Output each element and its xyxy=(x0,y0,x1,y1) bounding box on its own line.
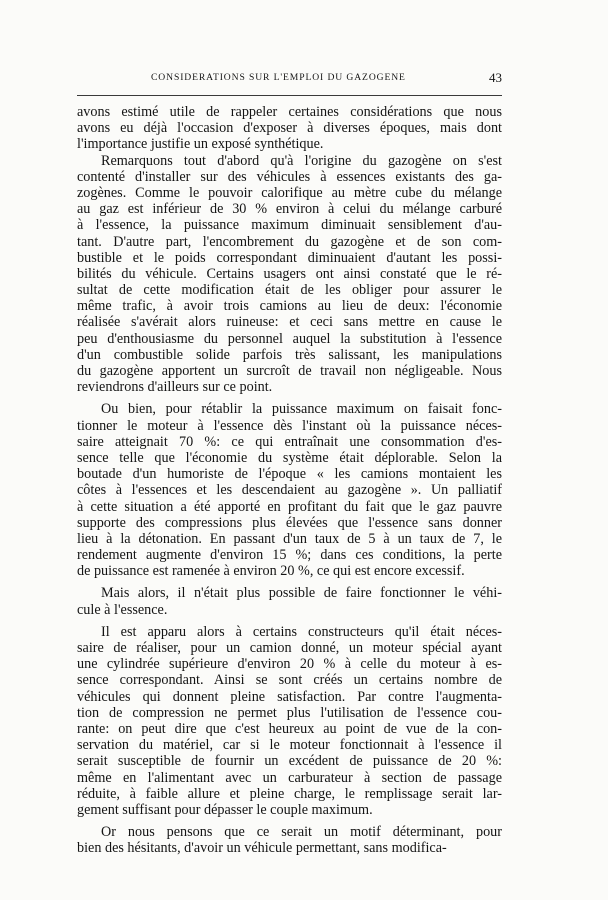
text-line: reviendrons d'ailleurs sur ce point. xyxy=(77,379,273,396)
text-line: Ou bien, pour rétablir la puissance maximum on faisait fonc- xyxy=(101,401,502,418)
text-line: même en l'alimentant avec un carburateur à section de passage xyxy=(77,769,502,786)
text-line: l'importance justifie un exposé synthétique. xyxy=(77,136,324,153)
text-line: boutade d'un humoriste de l'époque « les camions montaient les xyxy=(77,466,502,483)
text-line: rendement augmente d'environ 15 %; dans ces conditions, la perte xyxy=(77,547,502,564)
text-line: sence correspondant. Ainsi se sont créés un certains nombre de xyxy=(77,672,502,689)
text-line: rante: on peut dire que c'est heureux au point de vue de la con- xyxy=(77,720,502,737)
text-line: gement suffisant pour dépasser le couple maximum. xyxy=(77,801,373,818)
running-header xyxy=(77,70,502,88)
paragraph xyxy=(77,585,502,617)
text-line: tant. D'autre part, l'encombrement du gazogène et de son com- xyxy=(77,233,502,250)
paragraph xyxy=(77,104,502,153)
text-line: Remarquons tout d'abord qu'à l'origine du gazogène on s'est xyxy=(101,152,502,169)
paragraph xyxy=(77,153,502,396)
text-line: à l'essence, la puissance maximum diminuait sensiblement d'au- xyxy=(77,217,502,234)
text-line: réduite, à faible allure et pleine charge, le remplissage serait lar- xyxy=(77,785,502,802)
text-line: véhicules qui donnent pleine satisfaction. Par contre l'augmenta- xyxy=(77,688,502,705)
text-line: bustible et le poids correspondant diminuaient d'autant les possi- xyxy=(77,249,502,266)
text-line: avons estimé utile de rappeler certaines considérations que nous xyxy=(77,104,502,120)
text-line: au gaz est inférieur de 30 % environ à celui du mélange carburé xyxy=(77,201,502,218)
text-line: du gazogène apportent un surcroît de travail non négligeable. Nous xyxy=(77,363,502,379)
text-line: serait susceptible de fournir un excédent de puissance de 20 %: xyxy=(77,753,502,770)
text-line: bilités du véhicule. Certains usagers ont ainsi constaté que le ré- xyxy=(77,265,502,282)
text-line: réalisée s'avérait alors ruineuse: et ceci sans mettre en cause le xyxy=(77,314,502,331)
text-line: cule à l'essence. xyxy=(77,601,168,618)
text-line: une cylindrée supérieure d'environ 20 % à celle du moteur à es- xyxy=(77,656,502,673)
text-line: lieu à la détonation. En passant d'un taux de 5 à un taux de 7, le xyxy=(77,530,502,547)
header-rule xyxy=(77,95,502,96)
text-line: tionner le moteur à l'essence dès l'instant où la puissance néces- xyxy=(77,417,502,434)
running-title: CONSIDERATIONS SUR L'EMPLOI DU GAZOGENE xyxy=(151,72,406,83)
page-number: 43 xyxy=(489,70,502,85)
text-line: avons eu déjà l'occasion d'exposer à diverses époques, mais dont xyxy=(77,120,502,137)
text-line: servation du matériel, car si le moteur fonctionnait à l'essence il xyxy=(77,737,502,754)
text-line: peu d'enthousiasme du personnel auquel la substitution à l'essence xyxy=(77,330,502,347)
text-line: bien des hésitants, d'avoir un véhicule permettant, sans modifica- xyxy=(77,840,447,857)
text-line: côtes à l'essences et les descendaient au gazogène ». Un palliatif xyxy=(77,482,502,499)
paragraph xyxy=(77,401,502,579)
text-line: zogènes. Comme le pouvoir calorifique au mètre cube du mélange xyxy=(77,184,502,201)
text-line: de puissance est ramenée à environ 20 %, ce qui est encore excessif. xyxy=(77,563,465,580)
body-text xyxy=(77,104,502,856)
text-line: saire de réaliser, pour un camion donné, un moteur spécial ayant xyxy=(77,640,502,656)
text-line: même trafic, à avoir trois camions au lieu de deux: l'économie xyxy=(77,298,502,315)
text-line: contenté d'installer sur des véhicules à essences existants des ga- xyxy=(77,168,502,185)
text-line: tion de compression ne permet plus l'utilisation de l'essence cou- xyxy=(77,704,502,721)
text-line: Or nous pensons que ce serait un motif déterminant, pour xyxy=(101,824,502,841)
paragraph xyxy=(77,824,502,856)
text-line: Mais alors, il n'était plus possible de faire fonctionner le véhi- xyxy=(101,585,502,602)
paragraph xyxy=(77,624,502,818)
text-line: Il est apparu alors à certains constructeurs qu'il était néces- xyxy=(101,623,502,640)
text-line: sence telle que l'économie du système était déplorable. Selon la xyxy=(77,449,502,466)
text-line: supporte des compressions plus élevées que l'essence sans donner xyxy=(77,514,502,531)
text-line: à cette situation a été apporté en profitant du fait que le gaz pauvre xyxy=(77,498,502,515)
text-line: d'un combustible solide parfois très salissant, les manipulations xyxy=(77,346,502,363)
text-line: sultat de cette modification était de les obliger pour assurer le xyxy=(77,282,502,299)
text-line: saire atteignait 70 %: ce qui entraînait une consommation d'es- xyxy=(77,433,502,450)
